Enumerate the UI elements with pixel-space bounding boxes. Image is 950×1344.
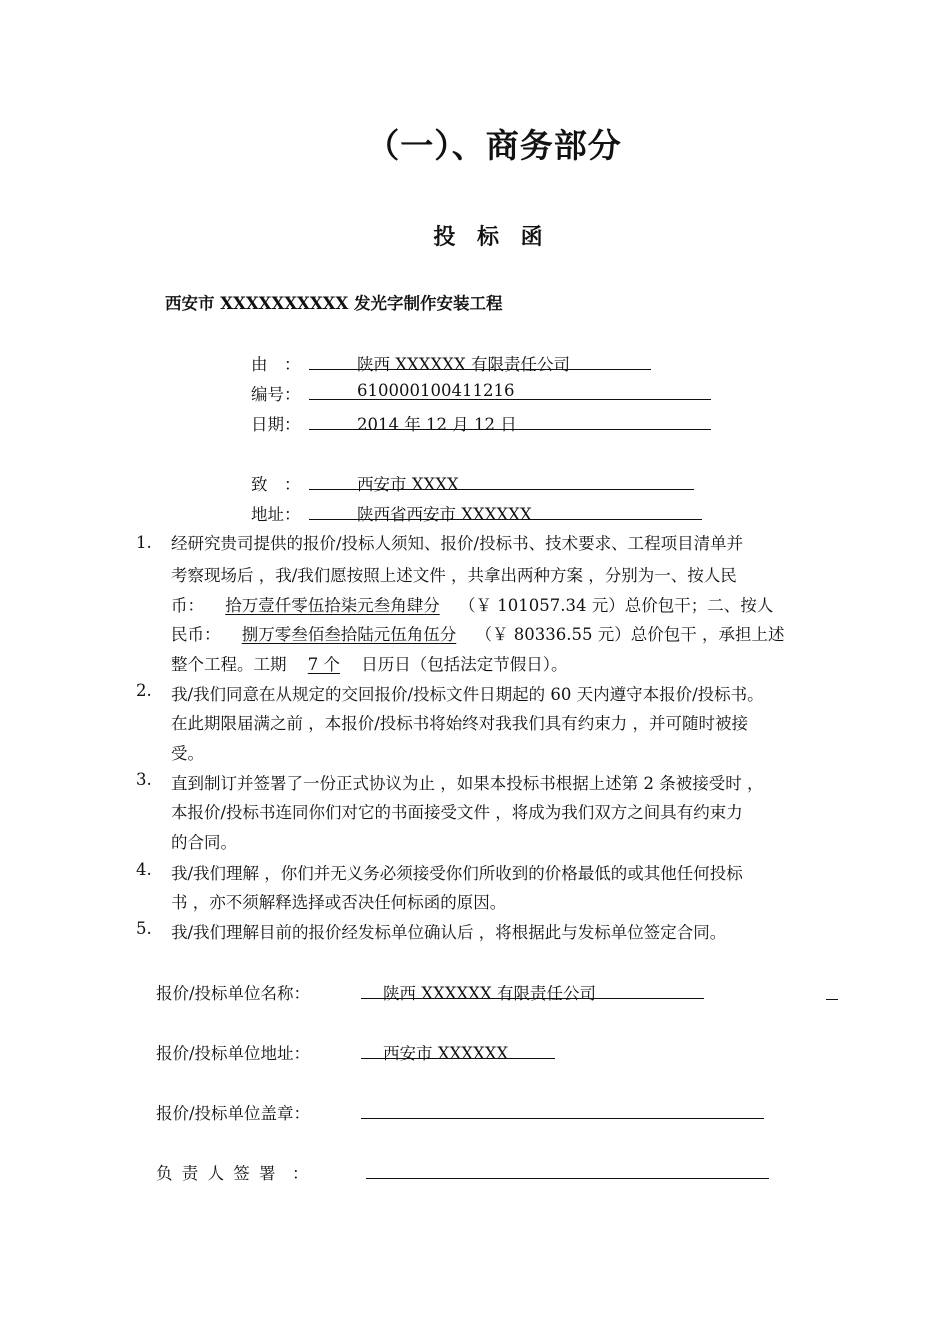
document-subtitle: 投 标 函: [433, 224, 543, 250]
to-label: 致 ：: [251, 475, 301, 494]
address-label: 地址：: [251, 505, 301, 524]
number-value: 610000100411216: [309, 381, 711, 400]
from-label: 由 ：: [251, 355, 301, 374]
bidder-name-value: 陕西 XXXXXX 有限责任公司: [361, 980, 704, 999]
item1-line3: [171, 592, 773, 616]
page-title: （一）、商务部分: [366, 126, 622, 165]
item2-line2: 在此期限届满之前 ，本报价/投标书将始终对我我们具有约束力 ，并可随时被接: [171, 714, 749, 733]
to-value: 西安市 XXXX: [309, 471, 694, 490]
signer-label: 负 责 人 签 署 ：: [156, 1164, 309, 1183]
bidder-address-value: 西安市 XXXXXX: [361, 1040, 555, 1059]
amount1-figures: （￥ 101057.34 元）总价包干；二、按人: [459, 596, 774, 615]
project-name: 西安市 XXXXXXXXXX 发光字制作安装工程: [165, 294, 503, 313]
item-number: 2.: [136, 681, 152, 700]
signature-field[interactable]: [366, 1178, 769, 1179]
bidder-seal-label: 报价/投标单位盖章：: [156, 1104, 311, 1123]
item1-line5: 整个工程。工期 7 个 日历日（包括法定节假日）。: [171, 655, 568, 674]
from-value: 陕西 XXXXXX 有限责任公司: [309, 351, 651, 370]
construction-period: 7 个: [307, 655, 340, 674]
bidder-name-label: 报价/投标单位名称：: [156, 984, 311, 1003]
item-number: 4.: [136, 860, 152, 879]
currency-label: 币：: [171, 596, 204, 615]
item1-line2: 考察现场后 ，我/我们愿按照上述文件 ，共拿出两种方案 ，分别为一、按人民: [171, 566, 737, 585]
seal-field[interactable]: [361, 1118, 764, 1119]
item5-line1: 我/我们理解目前的报价经发标单位确认后 ，将根据此与发标单位签定合同。: [171, 923, 727, 942]
item-number: 5.: [136, 919, 152, 938]
address-value: 陕西省西安市 XXXXXX: [309, 501, 702, 520]
item3-line3: 的合同。: [171, 833, 237, 852]
item2-line1: 我/我们同意在从规定的交回报价/投标文件日期起的 60 天内遵守本报价/投标书。: [171, 685, 764, 704]
currency-label: 民币：: [171, 625, 221, 644]
amount1-words: 拾万壹仟零伍拾柒元叁角肆分: [225, 596, 440, 615]
item3-line2: 本报价/投标书连同你们对它的书面接受文件 ，将成为我们双方之间具有约束力: [171, 803, 743, 822]
item4-line2: 书 ，亦不须解释选择或否决任何标函的原因。: [171, 893, 507, 912]
bidder-address-label: 报价/投标单位地址：: [156, 1044, 311, 1063]
date-value: 2014 年 12 月 12 日: [309, 411, 711, 430]
trailing-underline: [826, 999, 838, 1000]
item1-line4: [171, 621, 784, 645]
number-label: 编号：: [251, 385, 301, 404]
item2-line3: 受。: [171, 744, 204, 763]
item4-line1: 我/我们理解 ，你们并无义务必须接受你们所收到的价格最低的或其他任何投标: [171, 864, 743, 883]
item-number: 3.: [136, 770, 152, 789]
amount2-figures: （￥ 80336.55 元）总价包干 ，承担上述: [475, 625, 785, 644]
item-number: 1.: [136, 533, 152, 552]
date-label: 日期：: [251, 415, 301, 434]
item1-line1: 经研究贵司提供的报价/投标人须知、报价/投标书、技术要求、工程项目清单并: [171, 534, 744, 553]
item3-line1: 直到制订并签署了一份正式协议为止 ，如果本投标书根据上述第 2 条被接受时 ，: [171, 774, 764, 793]
amount2-words: 捌万零叁佰叁拾陆元伍角伍分: [241, 625, 457, 644]
